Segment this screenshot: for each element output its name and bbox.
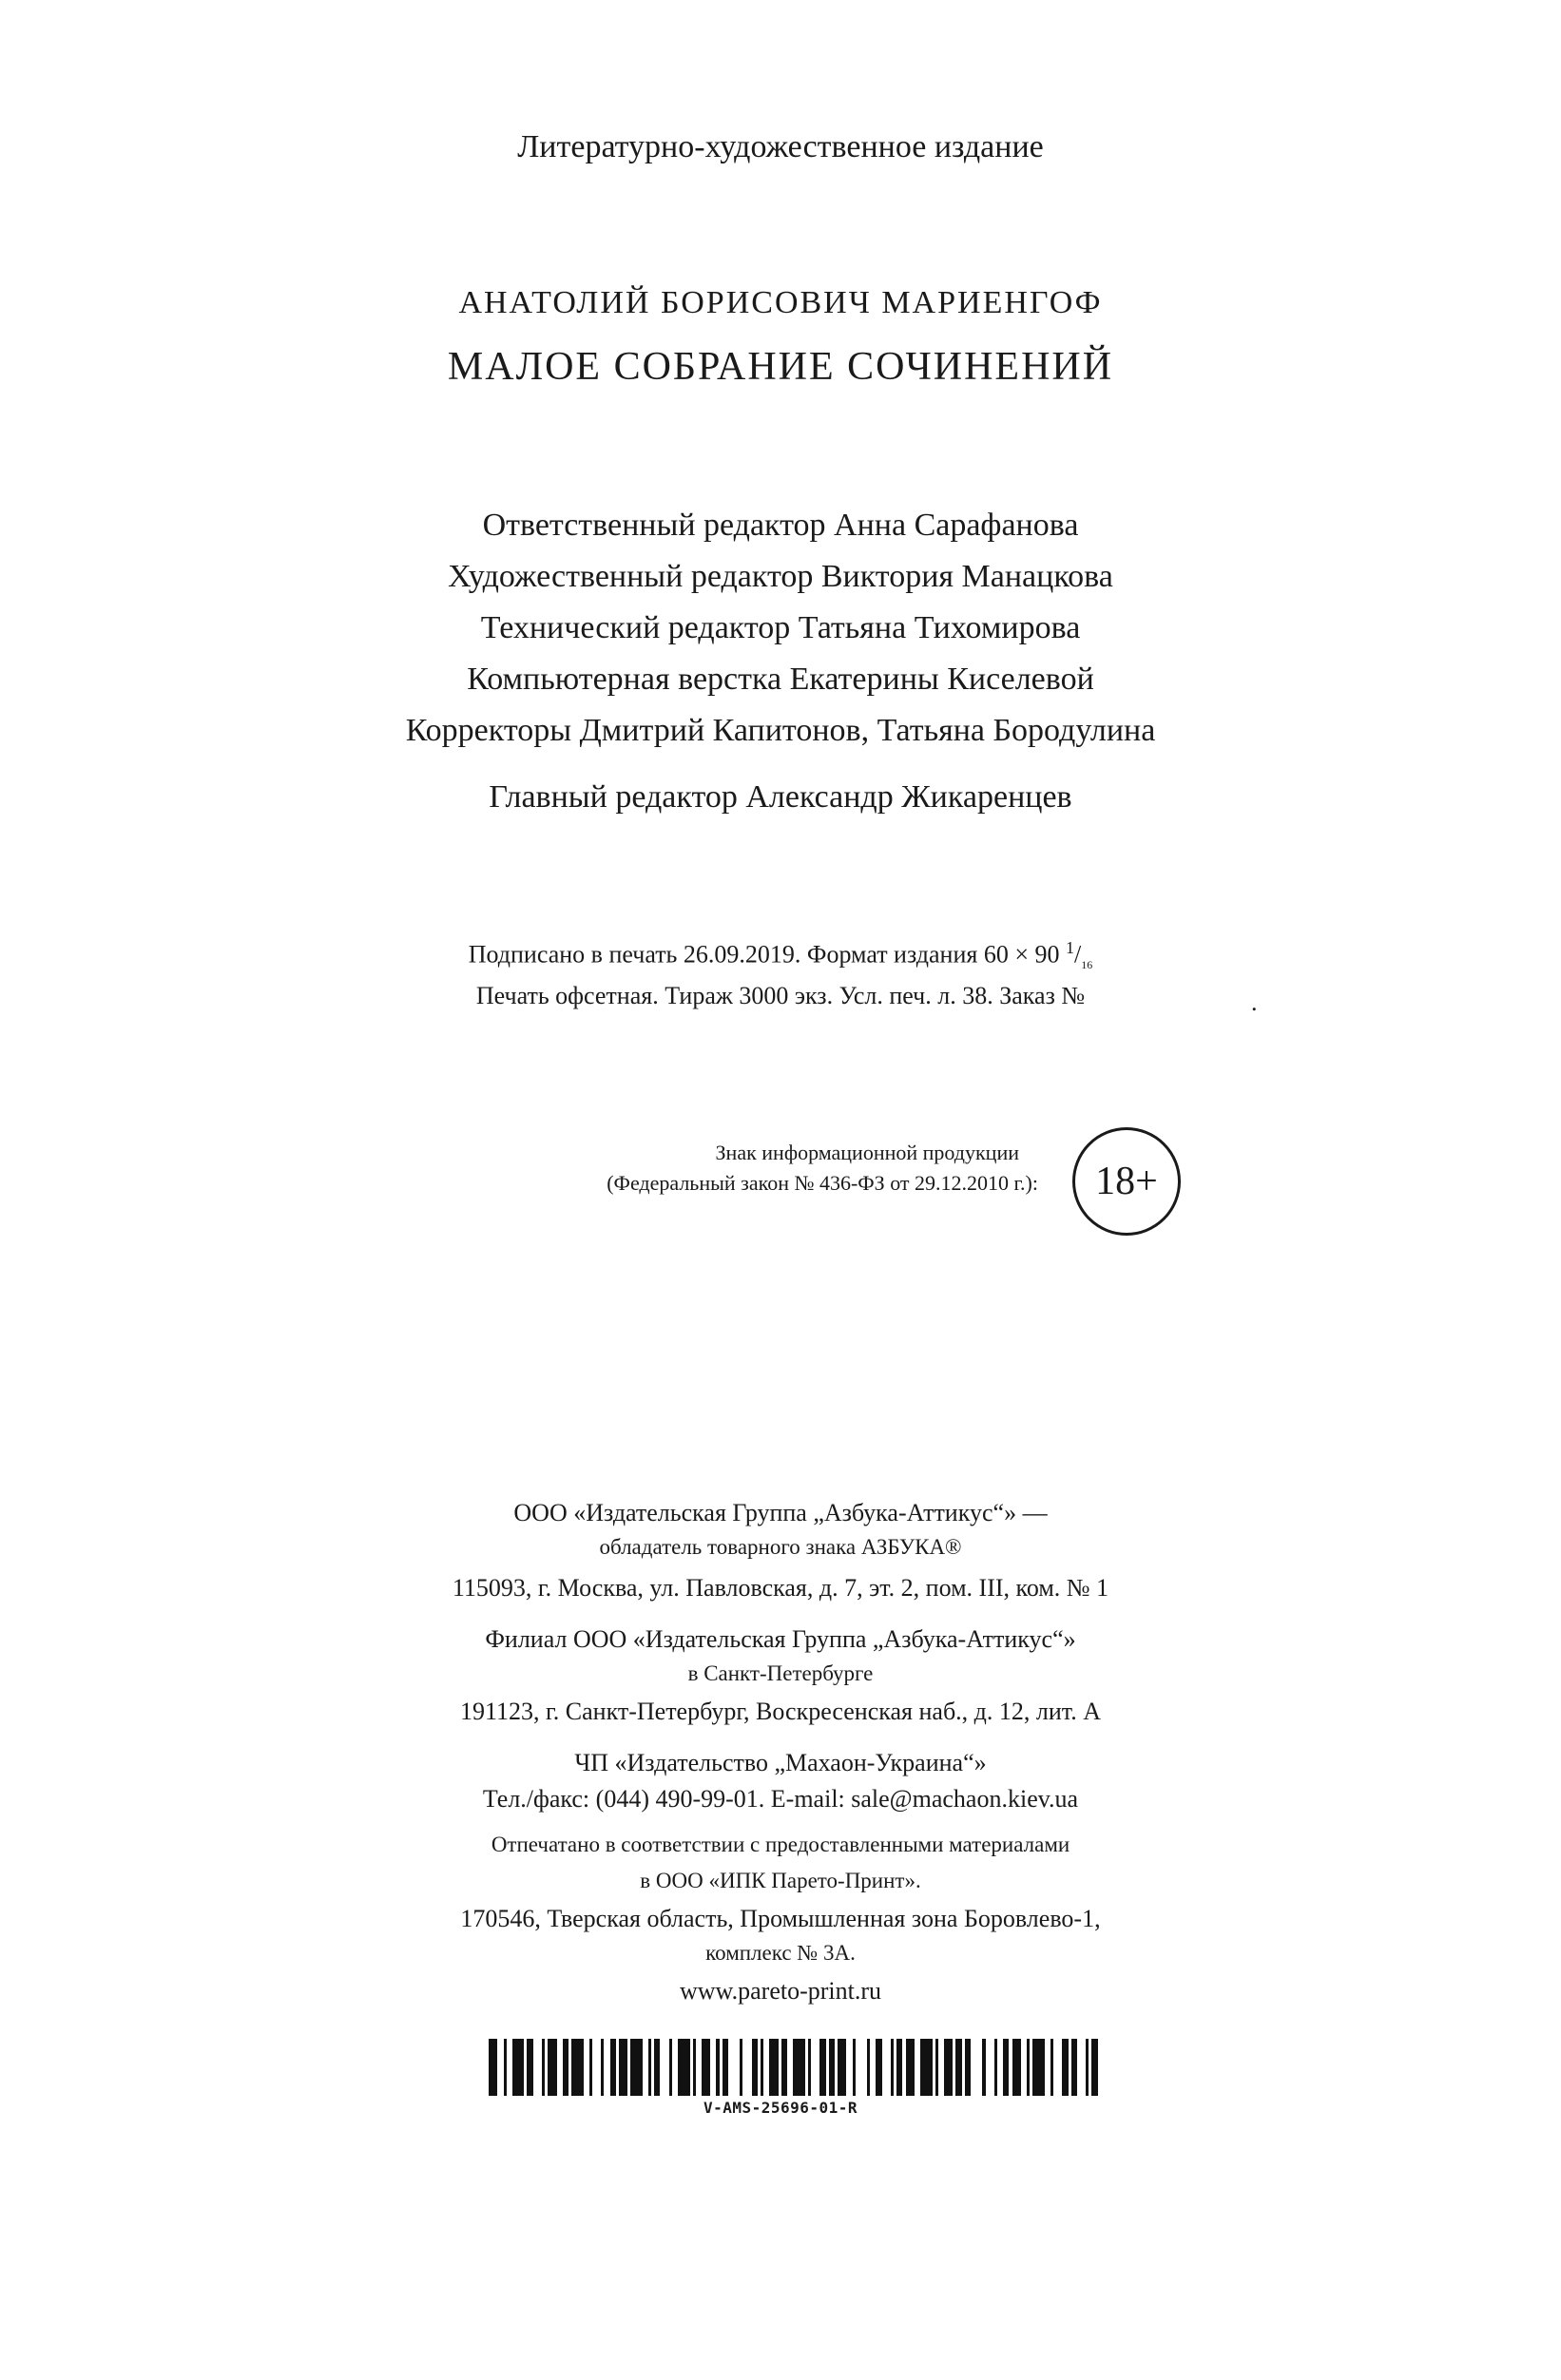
- credit-line: Корректоры Дмитрий Капитонов, Татьяна Бородулина: [405, 713, 1156, 748]
- barcode-image: [489, 2039, 1110, 2096]
- format-denominator: 16: [1081, 957, 1093, 971]
- publisher-line: 115093, г. Москва, ул. Павловская, д. 7, эт. 2, пом. III, ком. № 1: [452, 1574, 1109, 1602]
- book-title: МАЛОЕ СОБРАНИЕ СОЧИНЕНИЙ: [447, 345, 1114, 389]
- age-rating-law: (Федеральный закон № 436-ФЗ от 29.12.2010 г.):: [607, 1171, 1038, 1195]
- publisher-line: Отпечатано в соответствии с предоставленными материалами: [491, 1833, 1070, 1856]
- format-numerator: 1: [1066, 938, 1074, 957]
- publisher-line: 170546, Тверская область, Промышленная зона Боровлево-1,: [460, 1905, 1101, 1932]
- print-info-line-1: Подписано в печать 26.09.2019. Формат издания 60 × 90 $^1/_{16}$: [468, 938, 1093, 971]
- edition-type: Литературно-художественное издание: [517, 129, 1044, 164]
- publisher-line: в ООО «ИПК Парето-Принт».: [640, 1869, 921, 1892]
- publisher-line: ООО «Издательская Группа „Азбука-Аттикус“» —: [513, 1499, 1048, 1526]
- publisher-line: комплекс № 3А.: [705, 1941, 856, 1965]
- credit-line: Ответственный редактор Анна Сарафанова: [482, 508, 1079, 543]
- print-info-dot: .: [1251, 988, 1258, 1016]
- publisher-website: www.pareto-print.ru: [679, 1977, 882, 2005]
- print-info-line-2: Печать офсетная. Тираж 3000 экз. Усл. печ. л. 38. Заказ №: [475, 982, 1086, 1009]
- barcode-number: V-AMS-25696-01-R: [703, 2099, 858, 2117]
- publisher-line: в Санкт-Петербурге: [687, 1661, 874, 1685]
- publisher-line: обладатель товарного знака АЗБУКА®: [599, 1535, 962, 1559]
- publisher-line: Филиал ООО «Издательская Группа „Азбука-Аттикус“»: [485, 1625, 1076, 1653]
- credit-line: Компьютерная верстка Екатерины Киселевой: [467, 662, 1094, 697]
- age-rating-label: Знак информационной продукции: [715, 1141, 1019, 1164]
- age-rating-badge: 18+: [1072, 1127, 1181, 1236]
- publisher-line: 191123, г. Санкт-Петербург, Воскресенская наб., д. 12, лит. А: [460, 1698, 1101, 1725]
- publisher-line: Тел./факс: (044) 490-99-01. E-mail: sale@machaon.kiev.ua: [482, 1785, 1079, 1813]
- publisher-line: ЧП «Издательство „Махаон-Украина“»: [574, 1749, 987, 1776]
- print-info-text: Подписано в печать 26.09.2019. Формат издания 60 × 90: [468, 940, 1066, 969]
- credit-line: Художественный редактор Виктория Манацкова: [448, 559, 1113, 594]
- credit-line: Технический редактор Татьяна Тихомирова: [480, 610, 1081, 645]
- chief-editor: Главный редактор Александр Жикаренцев: [489, 779, 1072, 815]
- author-name: АНАТОЛИЙ БОРИСОВИЧ МАРИЕНГОФ: [458, 285, 1103, 320]
